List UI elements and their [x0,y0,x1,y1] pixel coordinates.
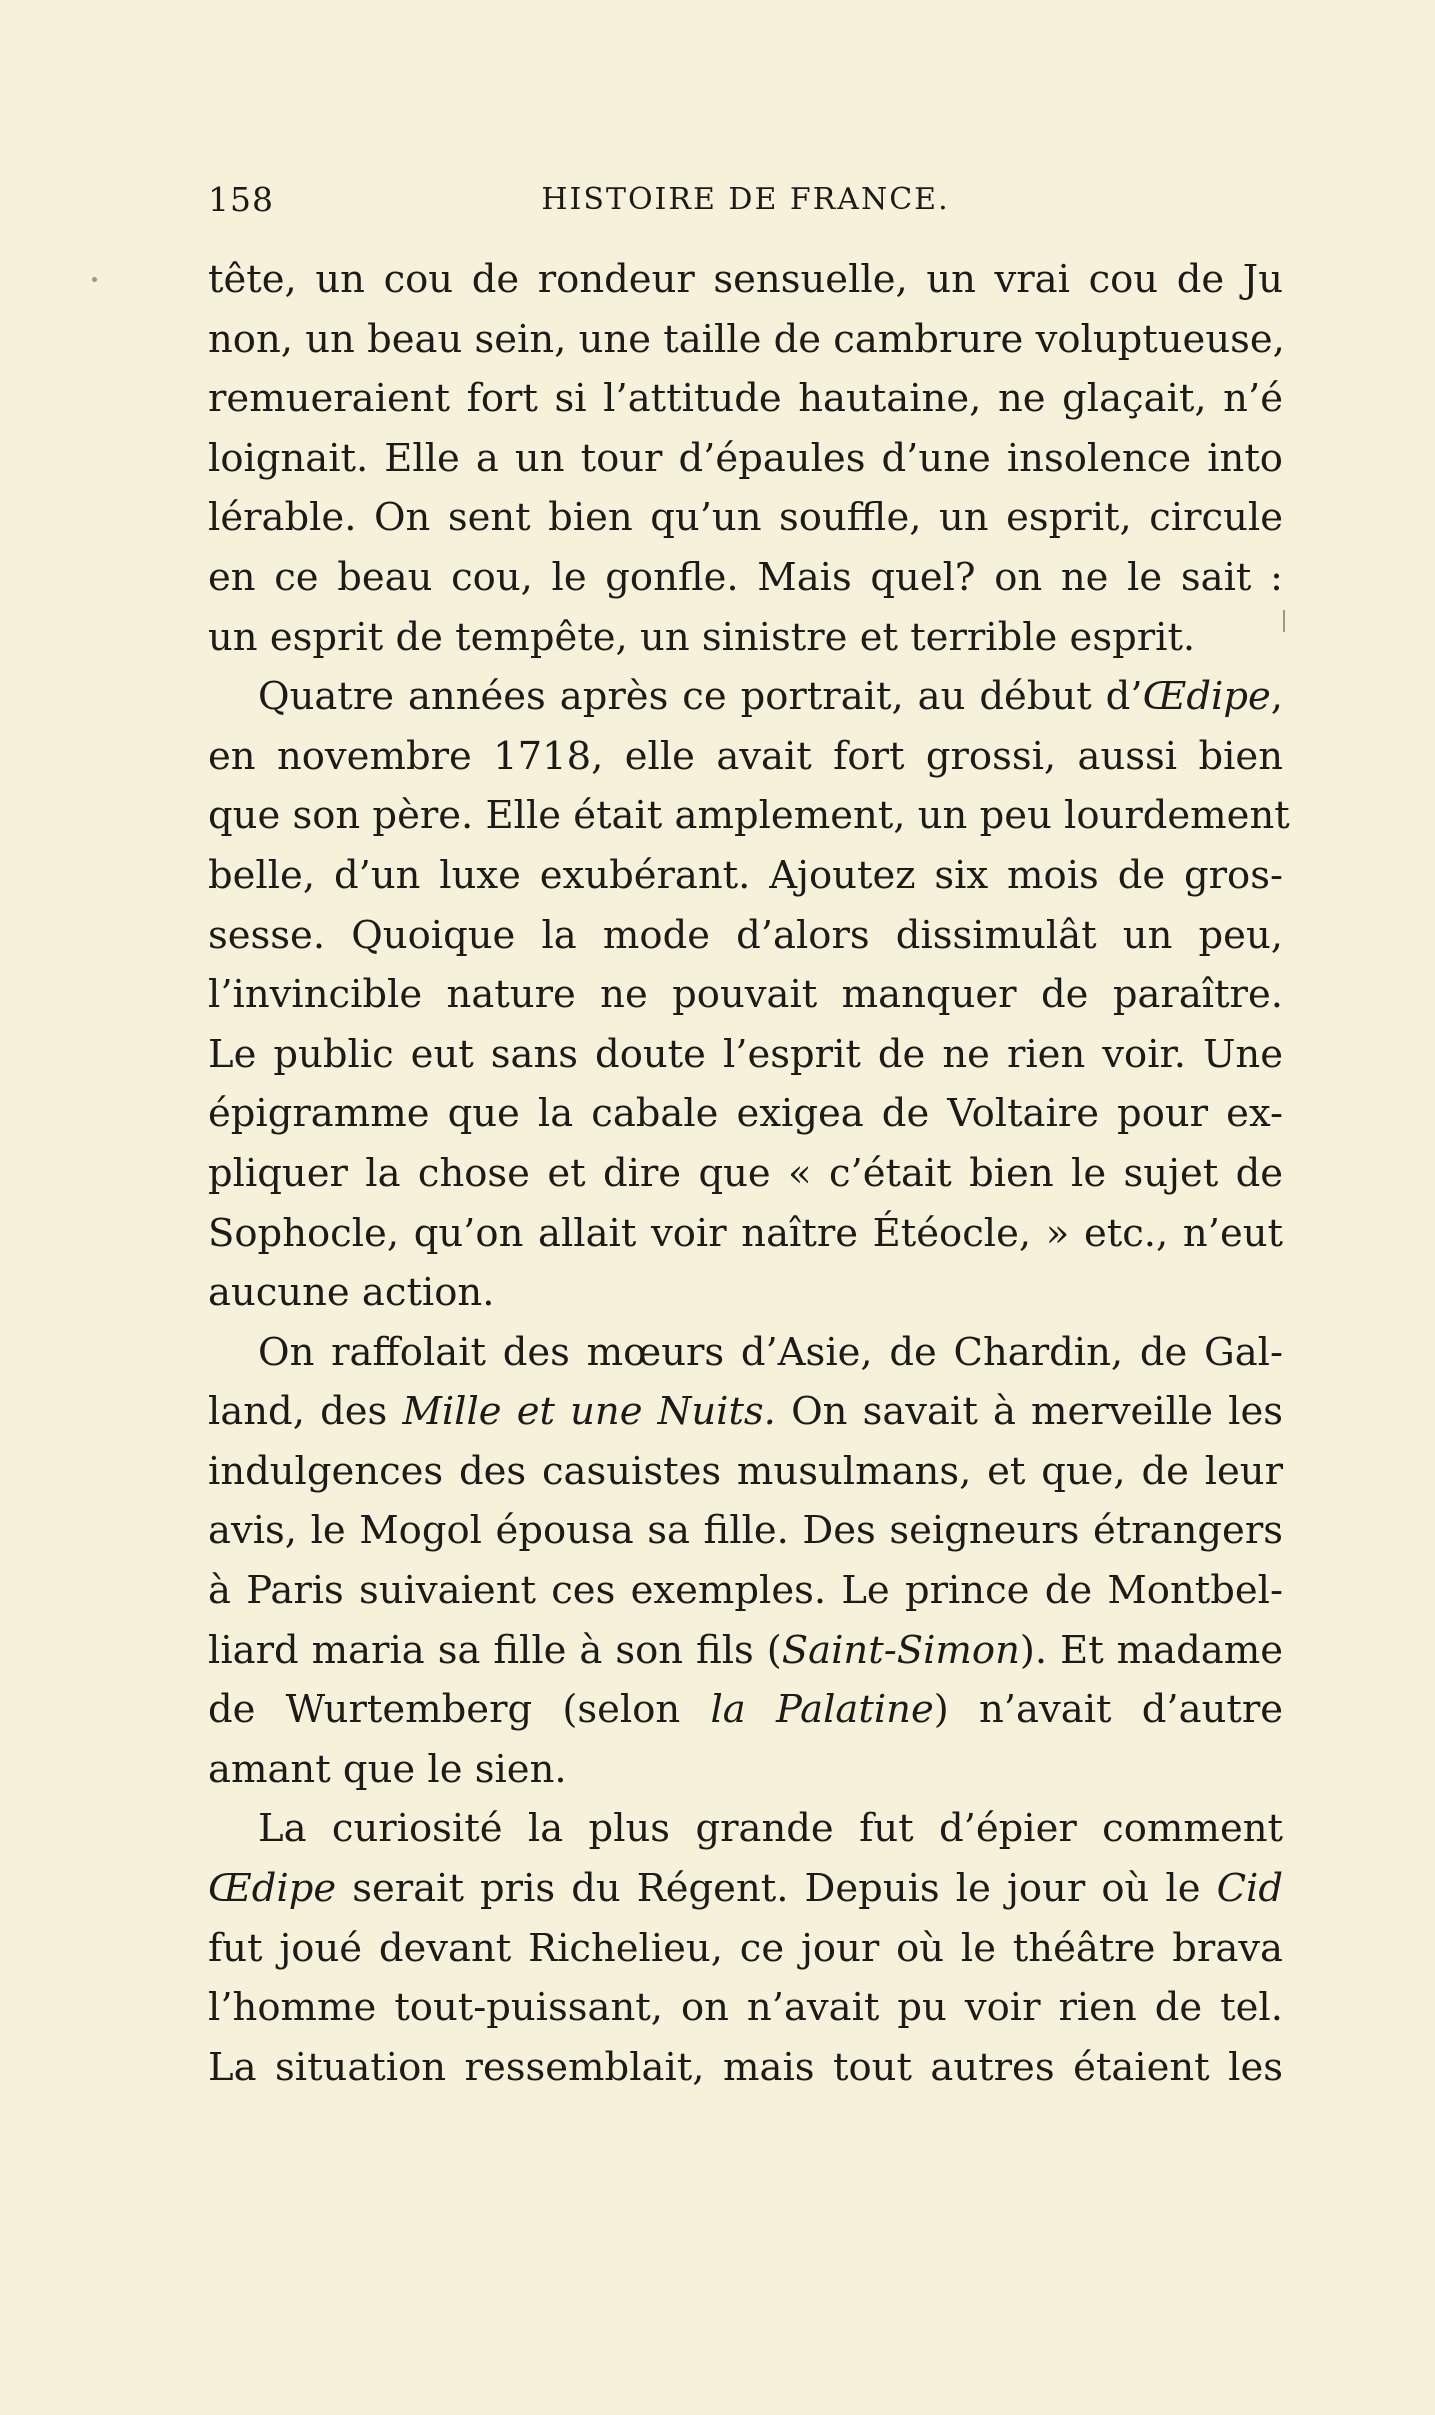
text-line [208,1382,1283,1442]
text-line [208,906,1283,966]
text-line [208,2038,1283,2098]
text-line [208,965,1283,1025]
text-segment: On raffolait des mœurs d’Asie, de Chardin, de Gal- [258,1329,1283,1375]
italic-text: la Palatine [710,1687,934,1733]
body-text [208,250,1290,2097]
text-line [208,1621,1283,1681]
text-line [208,1204,1283,1264]
text-segment: La curiosité la plus grande fut d’épier comment [258,1806,1283,1852]
text-line [208,1799,1283,1859]
text-line [208,548,1283,608]
page-number: 158 [208,180,274,219]
italic-text: Cid [1216,1866,1283,1912]
italic-text: Œdipe [208,1866,337,1912]
text-line [208,429,1283,489]
text-segment: en novembre 1718, elle avait fort grossi, aussi bien [208,733,1283,779]
text-segment: un esprit de tempête, un sinistre et terrible esprit. [208,614,1196,660]
text-line [208,1323,1283,1383]
text-segment: Sophocle, qu’on allait voir naître Étéocle, » etc., n’eut [208,1210,1283,1256]
running-title: HISTOIRE DE FRANCE. [541,182,950,217]
text-line [208,1025,1283,1085]
text-segment: l’homme tout-puissant, on n’avait pu voir rien de tel. [208,1985,1283,2031]
text-segment: serait pris du Régent. Depuis le jour où le [336,1866,1217,1912]
text-segment: aucune action. [208,1270,495,1316]
text-segment: non, un beau sein, une taille de cambrure voluptueuse, [208,316,1285,362]
text-segment: à Paris suivaient ces exemples. Le prince de Montbel- [208,1568,1283,1614]
text-segment: lérable. On sent bien qu’un souffle, un esprit, circule [208,495,1283,541]
text-segment: , [1270,674,1283,720]
text-segment: de Wurtemberg (selon [208,1687,711,1733]
text-segment: amant que le sien. [208,1746,567,1792]
italic-text: Mille et une Nuits. [402,1389,776,1435]
text-segment: On savait à merveille les [775,1389,1284,1435]
text-segment: avis, le Mogol épousa sa fille. Des seigneurs étrangers [208,1508,1283,1554]
text-line [208,1263,1283,1323]
text-line [208,1978,1283,2038]
text-line [208,1859,1283,1919]
text-segment: liard maria sa fille à son fils ( [208,1627,782,1673]
text-line [208,250,1283,310]
edge-speck [1283,610,1285,632]
text-segment: Le public eut sans doute l’esprit de ne rien voir. Une [208,1031,1283,1077]
text-segment: que son père. Elle était amplement, un peu lourdement [208,793,1290,839]
page-header [208,180,1283,230]
text-line [208,1919,1283,1979]
text-segment: indulgences des casuistes musulmans, et que, de leur [208,1448,1283,1494]
text-line [208,667,1283,727]
text-line [208,608,1283,668]
italic-text: Œdipe [1142,674,1271,720]
text-segment: sesse. Quoique la mode d’alors dissimulât un peu, [208,912,1283,958]
text-segment: land, des [208,1389,403,1435]
text-segment: ) n’avait d’autre [933,1687,1284,1733]
text-segment: pliquer la chose et dire que « c’était bien le sujet de [208,1150,1283,1196]
text-segment: tête, un cou de rondeur sensuelle, un vrai cou de Ju [208,257,1283,302]
text-line [208,1084,1283,1144]
text-segment: Quatre années après ce portrait, au début d’ [258,674,1143,720]
text-line [208,786,1290,846]
text-segment: belle, d’un luxe exubérant. Ajoutez six mois de gros- [208,852,1283,898]
text-segment: ). Et madame [1019,1627,1283,1673]
text-segment: loignait. Elle a un tour d’épaules d’une insolence into [208,435,1283,481]
text-line [208,1561,1283,1621]
text-segment: épigramme que la cabale exigea de Voltaire pour ex- [208,1091,1283,1137]
italic-text: Saint-Simon [781,1627,1020,1673]
text-line [208,1442,1283,1502]
text-segment: remueraient fort si l’attitude hautaine, ne glaçait, n’é [208,376,1283,422]
text-line [208,1740,1283,1800]
text-line [208,1144,1283,1204]
text-segment: en ce beau cou, le gonfle. Mais quel? on ne le sait : [208,554,1283,600]
text-segment: l’invincible nature ne pouvait manquer de paraître. [208,972,1283,1018]
text-line [208,488,1283,548]
text-line [208,1680,1283,1740]
text-line [208,1501,1283,1561]
text-line [208,846,1283,906]
text-segment: fut joué devant Richelieu, ce jour où le théâtre brava [208,1925,1283,1971]
margin-speck [92,277,97,282]
text-line [208,727,1283,787]
text-segment: La situation ressemblait, mais tout autres étaient les [208,2044,1283,2090]
text-line [208,369,1283,429]
text-line [208,310,1283,370]
